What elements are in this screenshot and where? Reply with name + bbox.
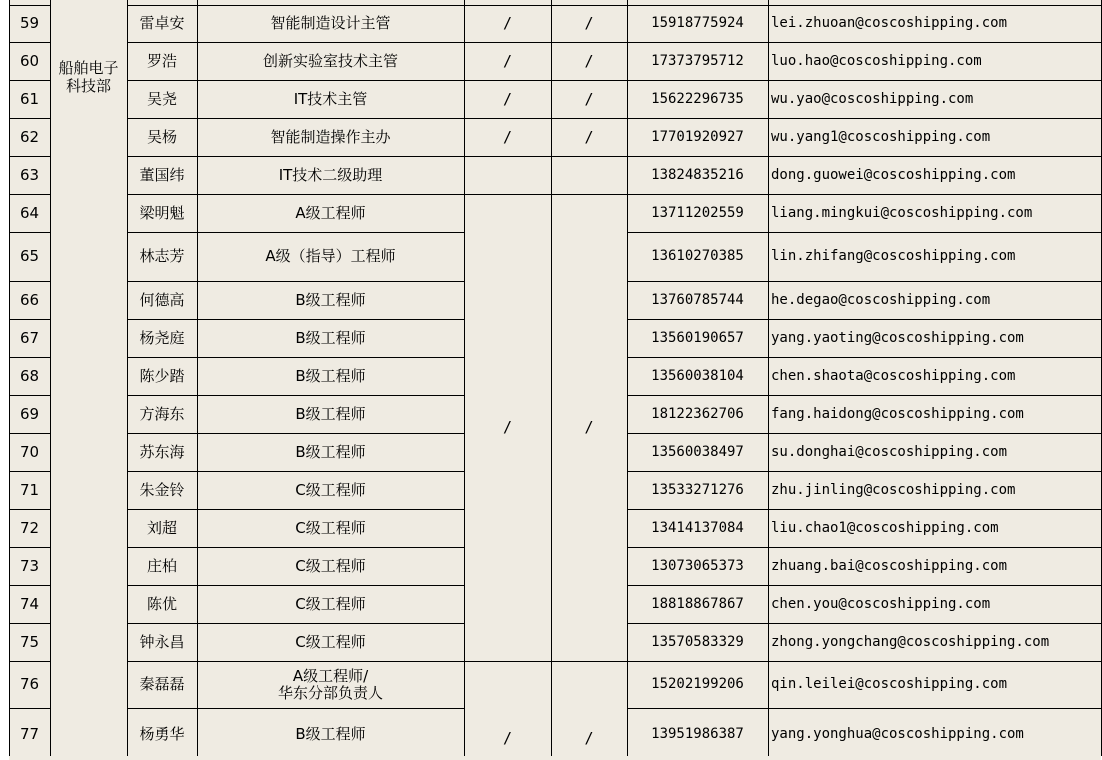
phone-cell — [627, 80, 768, 118]
email-cell — [768, 708, 1101, 760]
title-cell — [197, 42, 464, 80]
title-cell-text: 智能制造设计主管 — [270, 14, 391, 32]
email-cell — [768, 156, 1101, 194]
email-cell-text: chen.shaota@coscoshipping.com — [771, 367, 1016, 384]
name-cell-text: 钟永昌 — [139, 632, 185, 651]
email-cell-text: wu.yang1@coscoshipping.com — [771, 128, 991, 145]
email-cell — [768, 118, 1101, 156]
name-cell-text: 吴杨 — [146, 127, 177, 146]
phone-cell-text: 13760785744 — [651, 291, 744, 308]
row-number — [9, 661, 50, 708]
email-cell — [768, 232, 1101, 281]
phone-cell-text: 13711202559 — [651, 204, 744, 221]
name-cell-text: 吴尧 — [146, 89, 177, 108]
name-cell — [127, 471, 197, 509]
grid-line — [9, 433, 51, 434]
grid-line — [127, 661, 465, 662]
row-number-text: 69 — [19, 404, 40, 423]
name-cell-text: 杨勇华 — [139, 724, 185, 743]
name-cell — [127, 5, 197, 42]
grid-line — [9, 395, 51, 396]
row-number — [9, 232, 50, 281]
slash-cell-text: / — [502, 127, 513, 146]
grid-line — [627, 5, 1102, 6]
email-cell-text: yang.yaoting@coscoshipping.com — [771, 329, 1024, 346]
grid-line — [627, 395, 1102, 396]
grid-line — [9, 42, 51, 43]
email-cell-text: liu.chao1@coscoshipping.com — [771, 519, 999, 536]
phone-cell-text: 15918775924 — [651, 15, 744, 31]
grid-line — [127, 156, 465, 157]
row-number — [9, 156, 50, 194]
email-cell — [768, 395, 1101, 433]
grid-line — [127, 80, 465, 81]
phone-cell — [627, 5, 768, 42]
email-cell — [768, 585, 1101, 623]
email-cell-text: dong.guowei@coscoshipping.com — [771, 166, 1016, 183]
row-number — [9, 585, 50, 623]
phone-cell-text: 13414137084 — [651, 519, 744, 536]
row-number — [9, 433, 50, 471]
row-number — [9, 5, 50, 42]
grid-line — [627, 547, 1102, 548]
email-cell-text: wu.yao@coscoshipping.com — [771, 90, 974, 107]
name-cell — [127, 623, 197, 661]
phone-cell — [627, 357, 768, 395]
title-cell — [197, 357, 464, 395]
grid-line — [127, 433, 465, 434]
email-cell-text: zhuang.bai@coscoshipping.com — [771, 557, 1008, 574]
grid-line — [627, 232, 1102, 233]
grid-line — [127, 708, 465, 709]
grid-line — [627, 661, 1102, 662]
grid-line — [9, 357, 51, 358]
name-cell-text: 苏东海 — [139, 442, 185, 461]
name-cell-text: 雷卓安 — [139, 14, 185, 32]
grid-line — [627, 281, 1102, 282]
phone-cell — [627, 395, 768, 433]
phone-cell-text: 13560038104 — [651, 367, 744, 384]
grid-line — [627, 357, 1102, 358]
slash-mark: / — [584, 729, 594, 747]
grid-line — [9, 80, 51, 81]
email-cell-text: su.donghai@coscoshipping.com — [771, 443, 1008, 460]
merged-slash-cell — [551, 194, 627, 661]
grid-line — [9, 708, 51, 709]
grid-line — [9, 471, 51, 472]
row-number-text: 62 — [19, 127, 40, 146]
phone-cell — [627, 623, 768, 661]
title-cell — [197, 232, 464, 281]
title-cell — [197, 281, 464, 319]
name-cell-text: 杨尧庭 — [139, 328, 185, 347]
email-cell-text: chen.you@coscoshipping.com — [771, 595, 991, 612]
grid-line — [127, 395, 465, 396]
title-cell — [197, 118, 464, 156]
title-cell-text: B级工程师 — [295, 366, 366, 385]
title-cell-text: B级工程师 — [295, 724, 366, 743]
title-cell — [197, 509, 464, 547]
title-cell-text: B级工程师 — [295, 290, 366, 309]
phone-cell-text: 13824835216 — [651, 166, 744, 183]
slash-cell — [551, 118, 627, 156]
name-cell — [127, 547, 197, 585]
slash-cell — [464, 5, 551, 42]
row-number-text: 70 — [19, 442, 40, 461]
title-cell — [197, 547, 464, 585]
merged-slash-cell-text: / — [502, 418, 513, 436]
row-number-text: 65 — [19, 247, 40, 265]
email-cell-text: yang.yonghua@coscoshipping.com — [771, 725, 1024, 742]
phone-cell — [627, 585, 768, 623]
email-cell-text: lin.zhifang@coscoshipping.com — [771, 248, 1016, 264]
grid-line — [464, 42, 628, 43]
grid-line — [627, 0, 628, 756]
phone-cell-text: 13073065373 — [651, 557, 744, 574]
email-cell-text: luo.hao@coscoshipping.com — [771, 52, 982, 69]
grid-line — [464, 0, 465, 756]
grid-line — [9, 232, 51, 233]
phone-cell — [627, 232, 768, 281]
grid-line — [127, 319, 465, 320]
grid-line — [627, 509, 1102, 510]
row-number-text: 61 — [19, 89, 40, 108]
grid-line — [627, 623, 1102, 624]
email-cell-text: fang.haidong@coscoshipping.com — [771, 405, 1024, 422]
title-cell-text: C级工程师 — [295, 594, 366, 613]
grid-line — [127, 585, 465, 586]
slash-cell-text: / — [502, 51, 513, 70]
email-cell — [768, 623, 1101, 661]
row-number-text: 73 — [19, 556, 40, 575]
email-cell — [768, 80, 1101, 118]
email-cell — [768, 471, 1101, 509]
email-cell-text: liang.mingkui@coscoshipping.com — [771, 204, 1033, 221]
email-cell — [768, 433, 1101, 471]
name-cell-text: 朱金铃 — [139, 480, 185, 499]
phone-cell — [627, 433, 768, 471]
row-number — [9, 509, 50, 547]
email-cell-text: he.degao@coscoshipping.com — [771, 291, 991, 308]
grid-line — [127, 547, 465, 548]
grid-line — [768, 0, 769, 756]
grid-line — [9, 319, 51, 320]
row-number-text: 75 — [19, 632, 40, 651]
phone-cell-text: 13533271276 — [651, 481, 744, 498]
grid-line — [464, 80, 628, 81]
phone-cell — [627, 156, 768, 194]
title-cell — [197, 194, 464, 232]
title-cell — [197, 661, 464, 708]
grid-line — [9, 661, 51, 662]
name-cell-text: 林志芳 — [139, 247, 185, 265]
title-cell-text: B级工程师 — [295, 442, 366, 461]
phone-cell — [627, 509, 768, 547]
slash-cell — [551, 80, 627, 118]
phone-cell-text: 13560190657 — [651, 329, 744, 346]
phone-cell — [627, 661, 768, 708]
email-cell — [768, 281, 1101, 319]
grid-line — [9, 585, 51, 586]
row-number-text: 63 — [19, 165, 40, 184]
slash-cell-text: / — [584, 127, 594, 146]
title-cell — [197, 395, 464, 433]
name-cell — [127, 433, 197, 471]
title-cell-text: IT技术主管 — [293, 89, 368, 108]
phone-cell-text: 13610270385 — [651, 248, 744, 264]
grid-line — [464, 661, 628, 662]
title-cell-text: C级工程师 — [295, 480, 366, 499]
name-cell-text: 梁明魁 — [139, 203, 185, 222]
phone-cell-text: 13570583329 — [651, 633, 744, 650]
email-cell — [768, 357, 1101, 395]
grid-line — [127, 194, 465, 195]
email-cell — [768, 194, 1101, 232]
slash-cell — [551, 5, 627, 42]
name-cell — [127, 708, 197, 760]
empty-cell — [551, 156, 627, 194]
grid-line — [50, 0, 51, 756]
name-cell — [127, 585, 197, 623]
slash-cell — [464, 42, 551, 80]
grid-line — [627, 471, 1102, 472]
left-margin — [0, 0, 9, 756]
department-cell — [50, 0, 127, 760]
grid-line — [9, 194, 51, 195]
grid-line — [127, 623, 465, 624]
title-cell-text: C级工程师 — [295, 632, 366, 651]
email-cell-text: zhu.jinling@coscoshipping.com — [771, 481, 1016, 498]
name-cell — [127, 194, 197, 232]
phone-cell — [627, 471, 768, 509]
name-cell — [127, 395, 197, 433]
row-number-text: 60 — [19, 51, 40, 70]
name-cell — [127, 80, 197, 118]
row-number — [9, 194, 50, 232]
row-number-text: 71 — [19, 480, 40, 499]
row-number-text: 74 — [19, 594, 40, 613]
title-cell — [197, 80, 464, 118]
phone-cell-text: 15622296735 — [651, 90, 744, 107]
title-cell-text: A级工程师 — [295, 203, 366, 222]
phone-cell — [627, 547, 768, 585]
name-cell — [127, 118, 197, 156]
title-cell — [197, 319, 464, 357]
name-cell — [127, 357, 197, 395]
phone-cell — [627, 319, 768, 357]
name-cell — [127, 509, 197, 547]
title-cell-text: C级工程师 — [295, 518, 366, 537]
title-cell — [197, 156, 464, 194]
email-cell-text: zhong.yongchang@coscoshipping.com — [771, 633, 1050, 650]
title-cell-text: 智能制造操作主办 — [270, 127, 391, 146]
grid-line — [627, 42, 1102, 43]
grid-line — [127, 471, 465, 472]
slash-cell — [551, 42, 627, 80]
slash-cell-text: / — [584, 51, 594, 70]
title-cell — [197, 5, 464, 42]
slash-cell — [464, 80, 551, 118]
email-cell — [768, 5, 1101, 42]
row-number-text: 77 — [19, 724, 40, 743]
grid-line — [9, 118, 51, 119]
email-cell — [768, 319, 1101, 357]
title-cell-text: IT技术二级助理 — [278, 165, 383, 184]
title-cell-text: A级工程师/ 华东分部负责人 — [277, 666, 383, 702]
name-cell — [127, 42, 197, 80]
merged-slash-cell-text: / — [584, 418, 594, 436]
email-cell-text: lei.zhuoan@coscoshipping.com — [771, 15, 1008, 31]
phone-cell — [627, 194, 768, 232]
row-number-text: 66 — [19, 290, 40, 309]
grid-line — [9, 156, 51, 157]
email-cell — [768, 547, 1101, 585]
name-cell-text: 方海东 — [139, 404, 185, 423]
grid-line — [127, 509, 465, 510]
grid-line — [127, 118, 465, 119]
grid-line — [127, 281, 465, 282]
name-cell-text: 秦磊磊 — [139, 675, 185, 693]
row-number — [9, 547, 50, 585]
name-cell-text: 何德高 — [139, 290, 185, 309]
name-cell — [127, 319, 197, 357]
email-cell — [768, 509, 1101, 547]
email-cell-text: qin.leilei@coscoshipping.com — [771, 676, 1008, 692]
empty-cell — [464, 156, 551, 194]
row-number — [9, 42, 50, 80]
title-cell — [197, 585, 464, 623]
row-number — [9, 471, 50, 509]
grid-line — [627, 156, 1102, 157]
name-cell-text: 刘超 — [146, 518, 177, 537]
grid-line — [464, 118, 628, 119]
grid-line — [9, 547, 51, 548]
row-number — [9, 281, 50, 319]
email-cell — [768, 42, 1101, 80]
row-number-text: 64 — [19, 203, 40, 222]
name-cell — [127, 281, 197, 319]
grid-line — [127, 0, 128, 756]
grid-line — [197, 0, 198, 756]
title-cell — [197, 708, 464, 760]
title-cell — [197, 433, 464, 471]
grid-line — [9, 0, 10, 756]
grid-line — [9, 5, 51, 6]
title-cell-text: B级工程师 — [295, 404, 366, 423]
name-cell-text: 罗浩 — [146, 51, 177, 70]
grid-line — [127, 232, 465, 233]
slash-cell — [464, 118, 551, 156]
phone-cell-text: 13951986387 — [651, 725, 744, 742]
grid-line — [627, 708, 1102, 709]
row-number-text: 59 — [19, 14, 40, 32]
phone-cell-text: 17373795712 — [651, 52, 744, 69]
grid-line — [464, 156, 628, 157]
phone-cell-text: 13560038497 — [651, 443, 744, 460]
merged-slash-cell — [464, 194, 551, 661]
name-cell — [127, 232, 197, 281]
row-number-text: 67 — [19, 328, 40, 347]
grid-line — [627, 118, 1102, 119]
title-cell-text: A级（指导）工程师 — [265, 247, 396, 265]
name-cell — [127, 156, 197, 194]
title-cell-text: C级工程师 — [295, 556, 366, 575]
row-number — [9, 80, 50, 118]
slash-cell-text: / — [502, 89, 513, 108]
row-number — [9, 395, 50, 433]
row-number — [9, 708, 50, 760]
grid-line — [627, 319, 1102, 320]
name-cell — [127, 661, 197, 708]
slash-cell-text: / — [584, 89, 594, 108]
phone-cell — [627, 42, 768, 80]
title-cell — [197, 623, 464, 661]
row-number — [9, 623, 50, 661]
phone-cell — [627, 281, 768, 319]
grid-line — [627, 80, 1102, 81]
grid-line — [9, 281, 51, 282]
grid-line — [464, 5, 628, 6]
department-label: 船舶电子 科技部 — [58, 59, 119, 95]
title-cell-text: 创新实验室技术主管 — [262, 51, 398, 70]
grid-line — [9, 509, 51, 510]
phone-cell — [627, 118, 768, 156]
name-cell-text: 陈少踏 — [139, 366, 185, 385]
phone-cell-text: 17701920927 — [651, 128, 744, 145]
grid-line — [464, 194, 628, 195]
row-number — [9, 118, 50, 156]
phone-cell — [627, 708, 768, 760]
name-cell-text: 庄柏 — [146, 556, 177, 575]
row-number-text: 76 — [19, 675, 40, 693]
title-cell — [197, 471, 464, 509]
grid-line — [9, 623, 51, 624]
grid-line — [627, 194, 1102, 195]
grid-line — [127, 357, 465, 358]
slash-mark: / — [502, 729, 513, 747]
slash-cell-text: / — [584, 14, 594, 32]
row-number — [9, 357, 50, 395]
grid-line — [127, 42, 465, 43]
grid-line — [627, 433, 1102, 434]
phone-cell-text: 15202199206 — [651, 676, 744, 692]
row-number-text: 72 — [19, 518, 40, 537]
name-cell-text: 董国纬 — [139, 165, 185, 184]
grid-line — [127, 5, 465, 6]
phone-cell-text: 18818867867 — [651, 595, 744, 612]
row-number-text: 68 — [19, 366, 40, 385]
phone-cell-text: 18122362706 — [651, 405, 744, 422]
grid-line — [627, 585, 1102, 586]
grid-line — [551, 0, 552, 756]
name-cell-text: 陈优 — [146, 594, 177, 613]
email-cell — [768, 661, 1101, 708]
title-cell-text: B级工程师 — [295, 328, 366, 347]
row-number — [9, 319, 50, 357]
slash-cell-text: / — [502, 14, 513, 32]
